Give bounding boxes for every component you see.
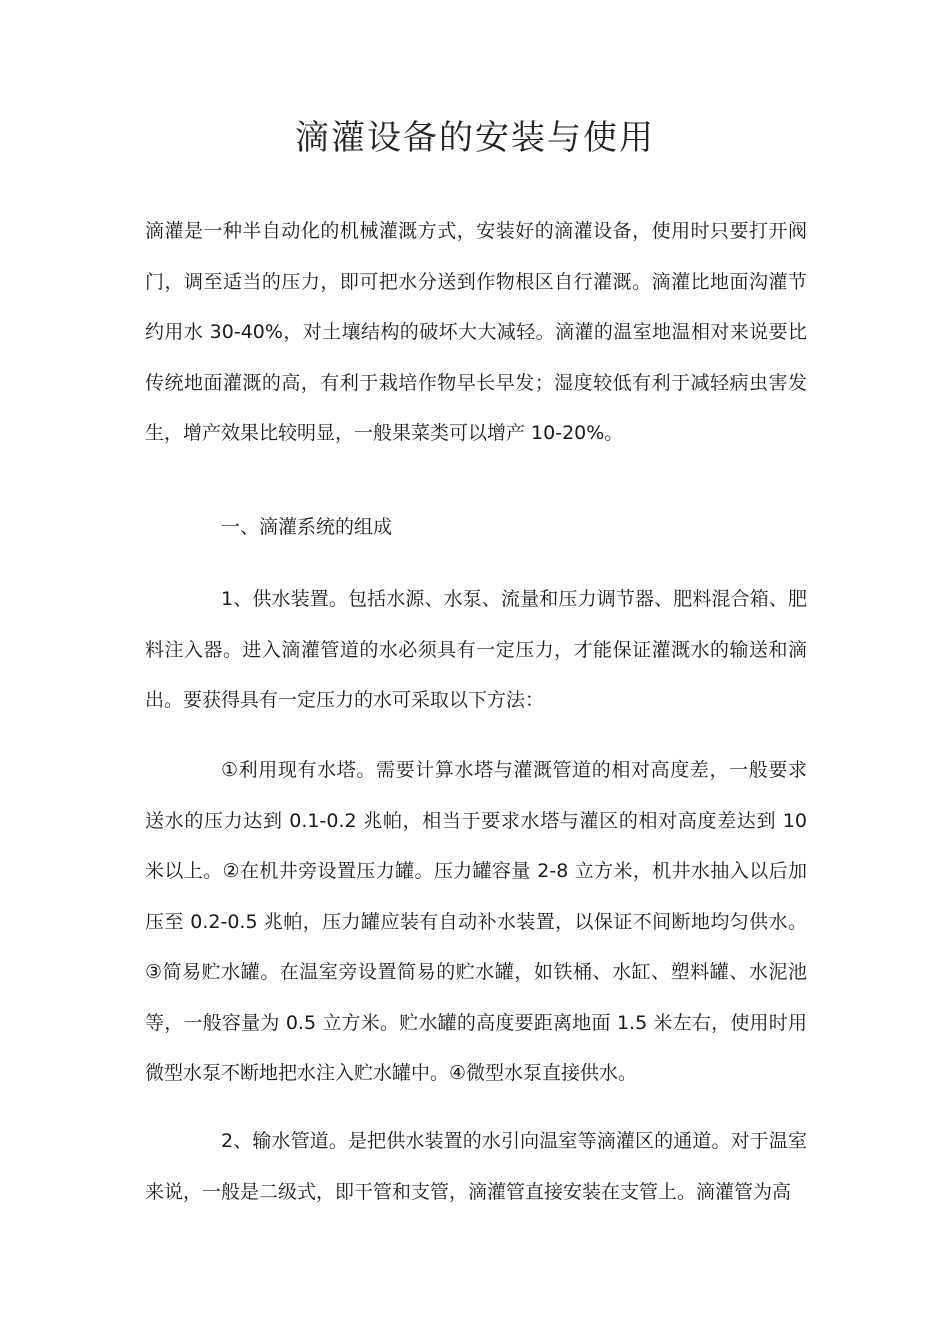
item-pipeline-paragraph: 2、输水管道。是把供水装置的水引向温室等滴灌区的通道。对于温室来说，一般是二级式，即干管和支管，滴灌管直接安装在支管上。滴灌管为高 [145, 1130, 807, 1203]
water-supply-methods-paragraph: ①利用现有水塔。需要计算水塔与灌溉管道的相对高度差，一般要求送水的压力达到 0.1-0.2 兆帕，相当于要求水塔与灌区的相对高度差达到 10 米以上。②在机井旁设置压力罐。压力罐容量 2-8 立方米，机井水抽入以后加压至 0.2-0.5 兆帕，压力罐应装有自动补水装置，以保证不间断地均匀供水。③简易贮水罐。在温室旁设置简易的贮水罐，如铁桶、水缸、塑料罐、水泥池等，一般容量为 0.5 立方米。贮水罐的高度要距离地面 1.5 米左右，使用时用微型水泵不断地把水注入贮水罐中。④微型水泵直接供水。 [145, 759, 807, 1084]
intro-paragraph: 滴灌是一种半自动化的机械灌溉方式，安装好的滴灌设备，使用时只要打开阀门，调至适当的压力，即可把水分送到作物根区自行灌溉。滴灌比地面沟灌节约用水 30-40%，对土壤结构的破坏大大减轻。滴灌的温室地温相对来说要比传统地面灌溉的高，有利于栽培作物早长早发；湿度较低有利于减轻病虫害发生，增产效果比较明显，一般果菜类可以增产 10-20%。 [145, 220, 807, 444]
item-water-supply-paragraph: 1、供水装置。包括水源、水泵、流量和压力调节器、肥料混合箱、肥料注入器。进入滴灌管道的水必须具有一定压力，才能保证灌溉水的输送和滴出。要获得具有一定压力的水可采取以下方法： [145, 588, 807, 711]
section-heading-composition: 一、滴灌系统的组成 [221, 516, 393, 538]
document-title: 滴灌设备的安装与使用 [295, 118, 655, 158]
